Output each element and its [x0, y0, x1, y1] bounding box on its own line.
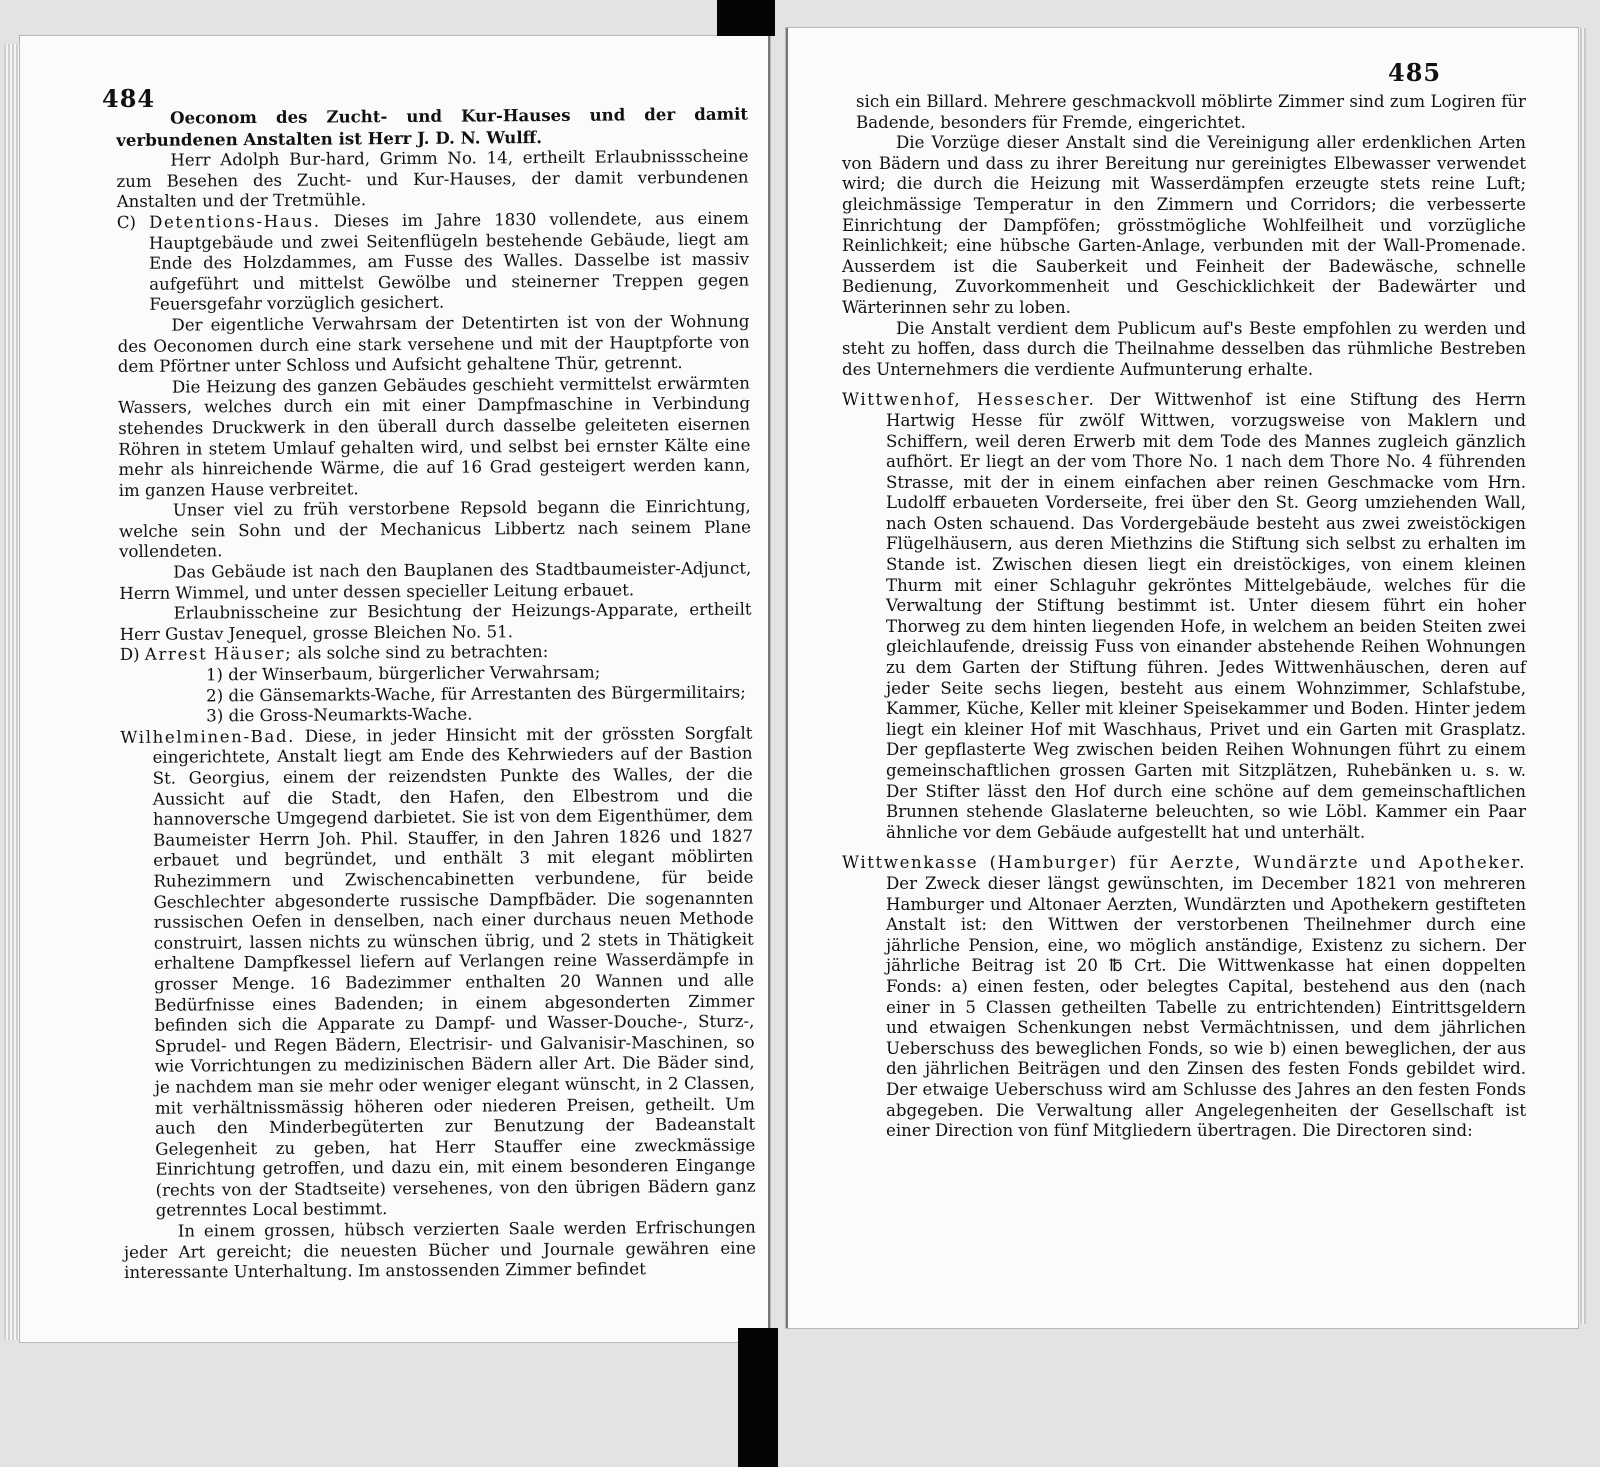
binding-clip-top	[717, 0, 775, 36]
paragraph: Herr Adolph Bur-hard, Grimm No. 14, ertheilt Erlaubnissscheine zum Besehen des Zucht- und Kur-Hauses, der damit verbundenen Anstalten und der Tretmühle.	[116, 146, 749, 212]
spacer	[842, 380, 1526, 390]
entry-wilhelminen-bad: Wilhelminen-Bad. Diese, in jeder Hinsicht mit der grössten Sorgfalt eingerichtete, Anstalt liegt am Ende des Kehrwieders auf der Bastion St. Georgius, einem der reizendsten Punkte des Walles, der die Aussicht auf die Stadt, den Hafen, den Elbestrom und die hannoversche Umgegend darbietet. Sie ist von dem Eigenthümer, dem Baumeister Herrn Joh. Phil. Stauffer, in den Jahren 1826 und 1827 erbauet und begründet, und enthält 3 mit elegant möblirten Ruhezimmern und Zwischencabinetten verbundene, für beide Geschlechter abgesonderte russische Dampfbäder. Die sogenannten russischen Oefen in denselben, nach einer durchaus neuen Methode construirt, lassen nichts zu wünschen übrig, und 2 stets in Thätigkeit erhaltene Dampfkessel liefern auf Verlangen reine Wasserdämpfe in grosser Menge. 16 Badezimmer enthalten 20 Wannen und alle Bedürfnisse eines Badenden; in einem abgesonderten Zimmer befinden sich die Apparate zu Dampf- und Wasser-Douche-, Sturz-, Sprudel- und Regen Bädern, Electrisir- und Galvanisir-Maschinen, so wie Vorrichtungen zu medizinischen Bädern aller Art. Die Bäder sind, je nachdem man sie mehr oder weniger elegant wünscht, in 2 Classen, mit verhältnissmässig höheren oder niederen Preisen, getheilt. Um auch den Minderbegüterten zur Benutzung der Badeanstalt Gelegenheit zu geben, hat Herr Stauffer eine zweckmässige Einrichtung getroffen, und dazu ein, mit einem besonderen Eingange (rechts von der Stadtseite) versehenes, von den übrigen Bädern ganz getrenntes Local bestimmt.	[120, 723, 756, 1221]
entry-wittwenhof: Wittwenhof, Hessescher. Der Wittwenhof ist eine Stiftung des Herrn Hartwig Hesse für zwölf Wittwen, vorzugsweise von Maklern und Schiffern, weil deren Erwerb mit dem Tode des Mannes zugleich gänzlich aufhört. Er liegt an der vom Thore No. 1 nach dem Thore No. 4 führenden Strasse, mit der in einem einfachen aber reinen Geschmacke vom Hrn. Ludolff erbaueten Vorderseite, frei über den St. Georg umziehenden Wall, nach Osten schauend. Das Vordergebäude besteht aus zwei zweistöckigen Flügelhäusern, aus deren Miethzins die Stiftung sich selbst zu erhalten im Stande ist. Zwischen diesen liegt ein dreistöckiges, von einem kleinen Thurm mit einer Schlaguhr gekröntes Mittelgebäude, welches für die Verwaltung der Stiftung bestimmt ist. Unter diesem führt ein hoher Thorweg zu dem hinten liegenden Hofe, in welchem an beiden Steiten zwei gleichlaufende, dreissig Fuss von einander abstehende Reihen Wohnungen zu dem Garten der Stiftung führen. Jedes Wittwenhäuschen, deren auf jeder Seite sechs liegen, besteht aus einem Wohnzimmer, Schlafstube, Kammer, Küche, Keller mit kleiner Speisekammer und Boden. Hinter jedem liegt ein kleiner Hof mit Waschhaus, Privet und ein Garten mit Grasplatz. Der gepflasterte Weg zwischen beiden Reihen Wohnungen führt zu einem gemeinschaftlichen grossen Garten mit Sitzplätzen, Ruhebänken u. s. w. Der Stifter lässt den Hof durch eine schöne auf dem gemeinschaftlichen Brunnen stehende Glaslaterne beleuchten, so wie Löbl. Kammer ein Paar ähnliche vor dem Gebäude aufgestellt hat und unterhält.	[842, 390, 1526, 842]
paragraph: Oeconom des Zucht- und Kur-Hauses und der damit verbundenen Anstalten ist Herr J. D. N. Wulff.	[116, 103, 749, 150]
list-item: 1) der Winserbaum, bürgerlicher Verwahrsam;	[205, 662, 601, 685]
list-item: 3) die Gross-Neumarkts-Wache.	[206, 704, 473, 726]
page-number-left: 484	[102, 84, 156, 113]
paragraph: Unser viel zu früh verstorbene Repsold begann die Einrichtung, welche sein Sohn und der Mechanicus Libbertz nach seinem Plane vollendeten.	[118, 496, 752, 562]
left-text-column	[116, 104, 756, 1284]
paragraph: Erlaubnisscheine zur Besichtung der Heizungs-Apparate, ertheilt Herr Gustav Jenequel, grosse Bleichen No. 51.	[119, 599, 752, 644]
spacer	[842, 843, 1526, 853]
entry-arrest-haeuser: D) Arrest Häuser; als solche sind zu betrachten:	[119, 642, 549, 665]
paragraph: Das Gebäude ist nach den Bauplanen des Stadtbaumeister-Adjunct, Herrn Wimmel, und unter dessen specieller Leitung erbauet.	[119, 558, 752, 603]
page-number-right: 485	[1388, 58, 1442, 87]
paragraph: Die Vorzüge dieser Anstalt sind die Vereinigung aller erdenklichen Arten von Bädern und dass zu ihrer Bereitung nur gereinigtes Elbewasser verwendet wird; die durch die Heizung mit Wasserdämpfen erzeugte stets reine Luft; gleichmässige Temperatur in den Zimmern und Corridors; die verbesserte Einrichtung der Dampföfen; grösstmögliche Wohlfeilheit und vorzügliche Reinlichkeit; eine hübsche Garten-Anlage, verbunden mit der Wall-Promenade. Ausserdem ist die Sauberkeit und Feinheit der Badewäsche, schnelle Bedienung, Zuvorkommenheit und Geschicklichkeit der Badewärter und Wärterinnen sehr zu loben.	[842, 133, 1526, 317]
right-text-column	[842, 92, 1526, 1142]
paragraph: sich ein Billard. Mehrere geschmackvoll möblirte Zimmer sind zum Logiren für Badende, besonders für Fremde, eingerichtet.	[856, 92, 1526, 132]
paragraph: Die Anstalt verdient dem Publicum auf's Beste empfohlen zu werden und steht zu hoffen, dass durch die Theilnahme desselben das rühmliche Bestreben des Unternehmers die verdiente Aufmunterung erhalte.	[842, 318, 1526, 379]
entry-wittwenkasse: Wittwenkasse (Hamburger) für Aerzte, Wundärzte und Apotheker. Der Zweck dieser längst gewünschten, im December 1821 von mehreren Hamburger und Altonaer Aerzten, Wundärzten und Apothekern gestifteten Anstalt ist: den Wittwen der verstorbenen Theilnehmer durch eine jährliche Pension, eine, wo möglich anständige, Existenz zu sichern. Der jährliche Beitrag ist 20 ℔ Crt. Die Wittwenkasse hat einen doppelten Fonds: a) einen festen, oder belegtes Capital, bestehend aus den (nach einer in 5 Classen getheilten Tabelle zu entrichtenden) Eintrittsgeldern und etwaigen Schenkungen nebst Vermächtnissen, und dem jährlichen Ueberschuss des beweglichen Fonds, so wie b) einen beweglichen, der aus den jährlichen Beiträgen und den Zinsen des festen Fonds gebildet wird. Der etwaige Ueberschuss wird am Schlusse des Jahres an den festen Fonds abgegeben. Die Verwaltung aller Angelegenheiten der Gesellschaft ist einer Direction von fünf Mitgliedern übertragen. Die Directoren sind:	[842, 853, 1526, 1141]
list-item: 2) die Gänsemarkts-Wache, für Arrestanten des Bürgermilitairs;	[206, 682, 746, 706]
paragraph: Die Heizung des ganzen Gebäudes geschieht vermittelst erwärmten Wassers, welches durch ein mit einer Dampfmaschine in Verbindung stehendes Druckwerk in den überall durch dasselbe geleiteten eisernen Röhren in stetem Umlauf gehalten wird, und selbst bei ernster Kälte eine mehr als hinreichende Wärme, die auf 16 Grad gesteigert werden kann, im ganzen Hause verbreitet.	[118, 373, 751, 500]
binding-clip-bottom	[738, 1328, 778, 1467]
paragraph: Der eigentliche Verwahrsam der Detentirten ist von der Wohnung des Oeconomen durch eine stark versehene und mit der Hauptpforte von dem Pförtner unter Schloss und Aufsicht gehaltene Thür, getrennt.	[117, 311, 750, 377]
entry-detentions-haus: C) Detentions-Haus. Dieses im Jahre 1830 vollendete, aus einem Hauptgebäude und zwei Seitenflügeln bestehende Gebäude, liegt am Ende des Holzdammes, am Fusse des Walles. Dasselbe ist massiv aufgeführt und mittelst Gewölbe und steinerner Treppen gegen Feuersgefahr vorzüglich gesichert.	[116, 208, 750, 315]
left-page-edges	[4, 44, 20, 1340]
paragraph: In einem grossen, hübsch verzierten Saale werden Erfrischungen jeder Art gereicht; die neuesten Bücher und Journale gewähren eine interessante Unterhaltung. Im anstossenden Zimmer befindet	[123, 1217, 757, 1283]
right-page	[786, 28, 1578, 1328]
left-page	[20, 36, 770, 1342]
